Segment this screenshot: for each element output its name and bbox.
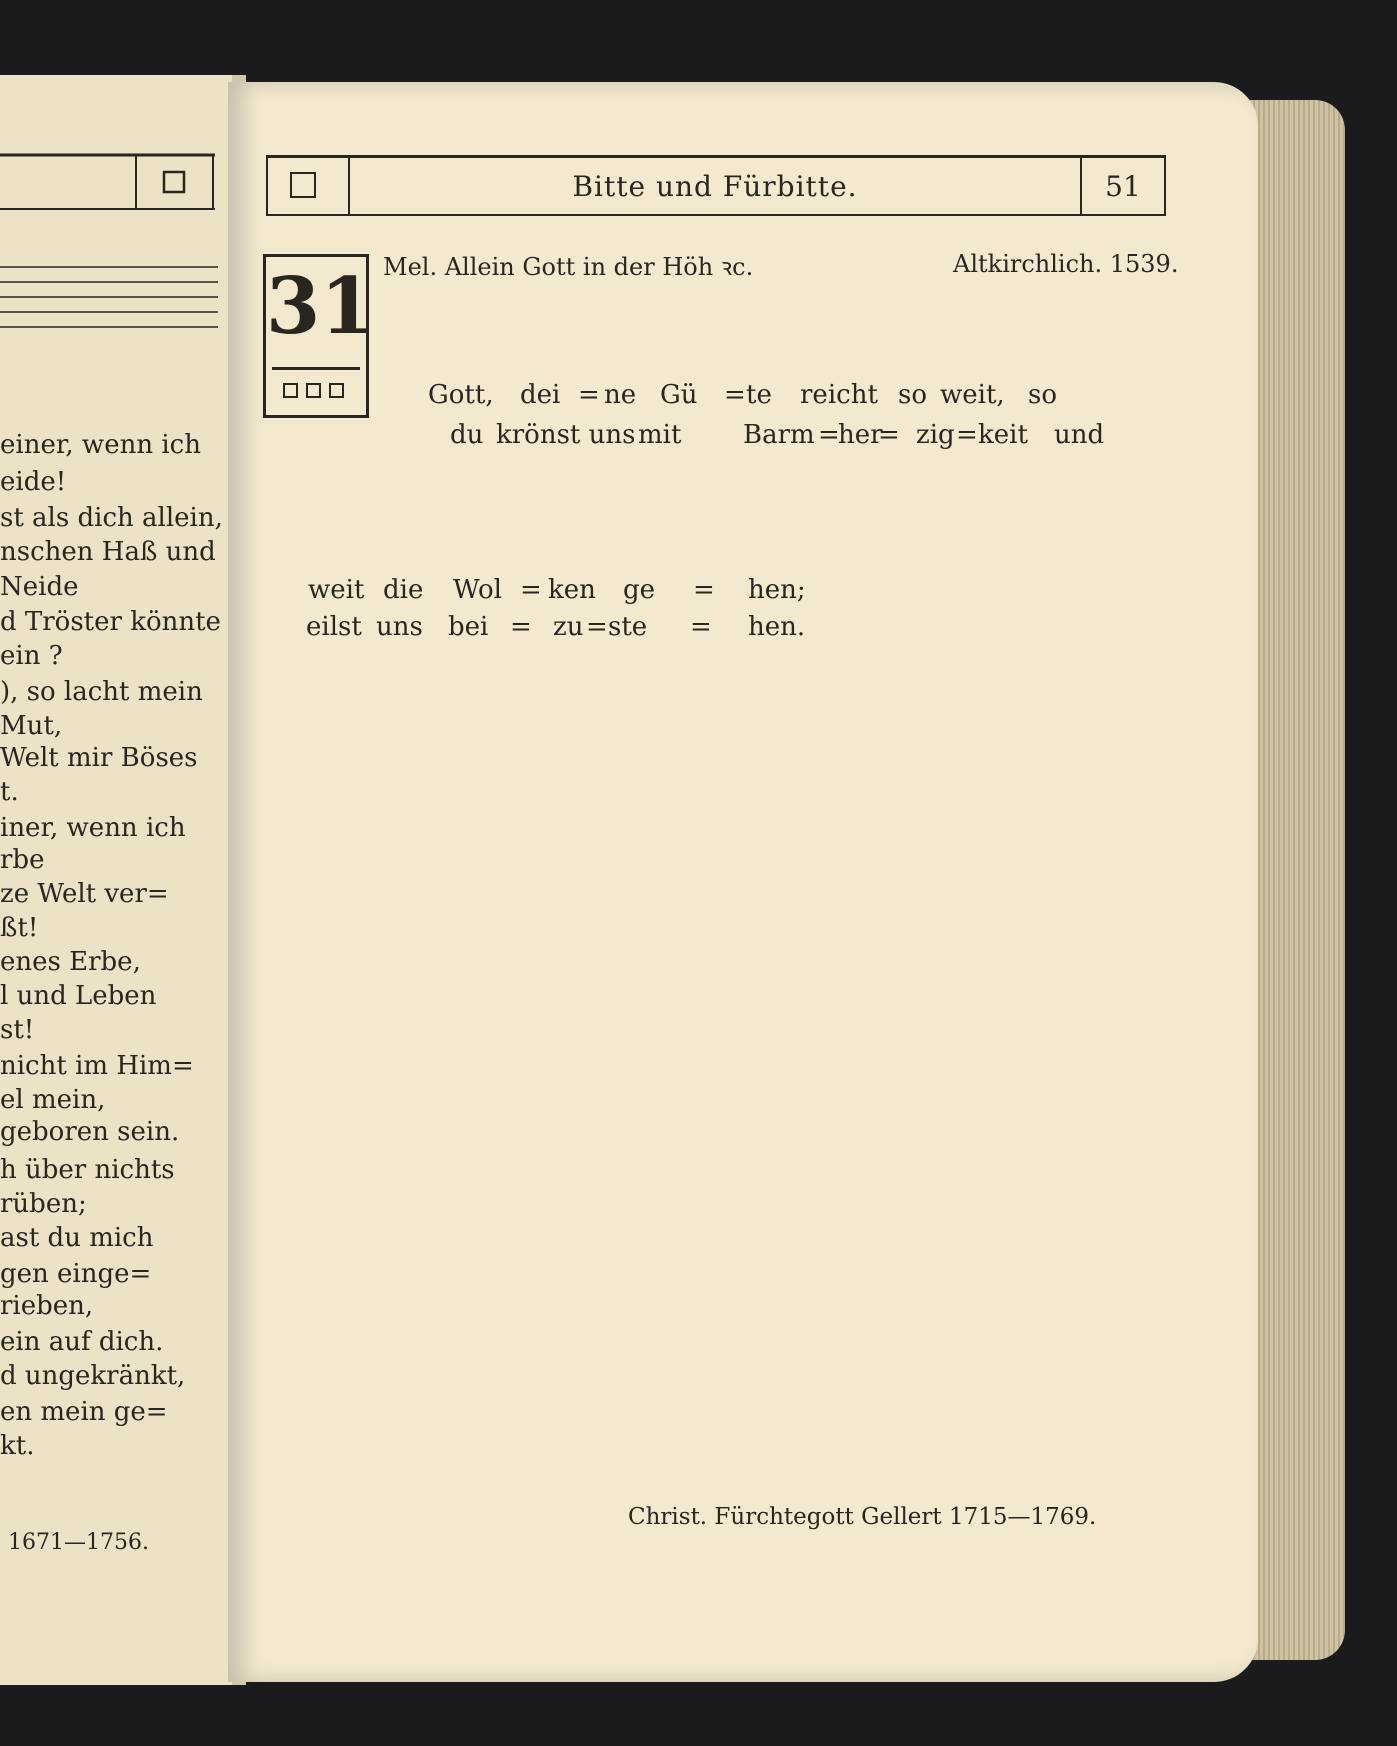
left-page-line: el mein, xyxy=(0,1085,106,1115)
left-page-footer: 1671—1756. xyxy=(8,1530,149,1555)
lyric-syllable: Gott, xyxy=(428,380,494,410)
lyric-syllable: hen; xyxy=(748,575,806,605)
lyric-syllable: Gü xyxy=(660,380,698,410)
lyric-syllable: = xyxy=(520,575,542,605)
lyrics-row-4 xyxy=(228,916,1258,956)
lyrics-row-1a xyxy=(228,380,1258,420)
left-page-line: st! xyxy=(0,1015,35,1045)
lyric-syllable: = xyxy=(956,420,978,450)
left-header-frame xyxy=(0,153,220,213)
left-page-line: nschen Haß und xyxy=(0,537,216,567)
page-title: Bitte und Fürbitte. xyxy=(572,170,858,203)
left-page-line: d Tröster könnte xyxy=(0,607,221,637)
hymn-number: 31 xyxy=(266,261,375,352)
left-page-line: Mut, xyxy=(0,711,63,741)
lyric-syllable: eilst xyxy=(306,612,362,642)
left-page-line: einer, wenn ich xyxy=(0,430,201,460)
lyric-syllable: ge xyxy=(623,575,656,605)
left-page-line: rüben; xyxy=(0,1189,87,1219)
lyric-syllable: te xyxy=(746,380,772,410)
lyric-syllable: = xyxy=(818,420,840,450)
lyric-syllable: = xyxy=(693,575,715,605)
left-page-line: ein ? xyxy=(0,641,63,671)
left-page-line: kt. xyxy=(0,1431,35,1461)
lyric-syllable: zu xyxy=(553,612,584,642)
left-page-line: l und Leben xyxy=(0,981,157,1011)
lyric-syllable: du xyxy=(450,420,484,450)
lyric-syllable: = xyxy=(878,420,900,450)
melody-reference: Mel. Allein Gott in der Höh ꝛc. xyxy=(383,253,754,281)
music-staff-3 xyxy=(258,660,1168,770)
lyrics-row-1b xyxy=(228,420,1258,460)
left-page-line: ), so lacht mein xyxy=(0,677,203,707)
lyric-syllable: her xyxy=(838,420,883,450)
lyrics-row-2b xyxy=(228,612,1258,652)
lyric-syllable: so xyxy=(1028,380,1057,410)
lyric-syllable: keit xyxy=(978,420,1028,450)
hymnal-page xyxy=(228,82,1258,1682)
left-page-line: nicht im Him= xyxy=(0,1051,194,1081)
melody-source: Altkirchlich. 1539. xyxy=(953,250,1179,278)
left-page-line: Welt mir Böses xyxy=(0,743,198,773)
left-page-line: d ungekränkt, xyxy=(0,1361,186,1391)
left-page-line: gen einge= xyxy=(0,1259,152,1289)
left-page-line: ßt! xyxy=(0,913,39,943)
lyric-syllable: uns xyxy=(376,612,423,642)
left-page-line: ein auf dich. xyxy=(0,1327,164,1357)
lyric-syllable: mit xyxy=(638,420,682,450)
left-page-line: eide! xyxy=(0,467,67,497)
lyric-syllable: ste xyxy=(608,612,648,642)
page-header xyxy=(266,155,1166,216)
left-page-line: iner, wenn ich xyxy=(0,813,186,843)
lyrics-row-2a xyxy=(228,575,1258,615)
left-page-line: h über nichts xyxy=(0,1155,175,1185)
header-square-icon xyxy=(290,172,316,198)
lyric-syllable: krönst uns xyxy=(496,420,636,450)
lyric-syllable: ken xyxy=(548,575,596,605)
lyric-syllable: = xyxy=(586,612,608,642)
lyric-syllable: = xyxy=(724,380,746,410)
lyric-syllable: = xyxy=(510,612,532,642)
lyric-syllable: und xyxy=(1054,420,1105,450)
lyric-syllable: dei xyxy=(520,380,561,410)
left-page xyxy=(0,75,246,1685)
left-page-line: Neide xyxy=(0,572,79,602)
lyric-syllable: zig xyxy=(916,420,955,450)
left-page-line: rieben, xyxy=(0,1291,94,1321)
left-page-line: enes Erbe, xyxy=(0,947,141,977)
lyric-syllable: die xyxy=(383,575,424,605)
lyric-syllable: Barm xyxy=(743,420,815,450)
lyric-syllable: bei xyxy=(448,612,489,642)
music-staff-1 xyxy=(378,272,1168,382)
left-page-line: rbe xyxy=(0,845,45,875)
left-page-line: st als dich allein, xyxy=(0,503,223,533)
lyric-syllable: = xyxy=(690,612,712,642)
lyric-syllable: = xyxy=(578,380,600,410)
lyric-syllable: Wol xyxy=(453,575,502,605)
lyrics-row-3 xyxy=(228,762,1258,802)
lyric-syllable: weit, xyxy=(940,380,1005,410)
lyric-syllable: hen. xyxy=(748,612,806,642)
left-page-line: ze Welt ver= xyxy=(0,879,169,909)
left-page-line: en mein ge= xyxy=(0,1397,168,1427)
lyric-syllable: weit xyxy=(308,575,365,605)
music-staff-2 xyxy=(258,457,1168,587)
author-credit: Christ. Fürchtegott Gellert 1715—1769. xyxy=(628,1504,1097,1530)
left-page-line: t. xyxy=(0,777,19,807)
left-page-line: geboren sein. xyxy=(0,1117,180,1147)
left-staff-fragment xyxy=(0,255,220,335)
page-number: 51 xyxy=(1105,170,1141,203)
lyric-syllable: so xyxy=(898,380,927,410)
left-page-line: ast du mich xyxy=(0,1223,154,1253)
lyric-syllable: reicht xyxy=(800,380,878,410)
lyric-syllable: ne xyxy=(604,380,637,410)
